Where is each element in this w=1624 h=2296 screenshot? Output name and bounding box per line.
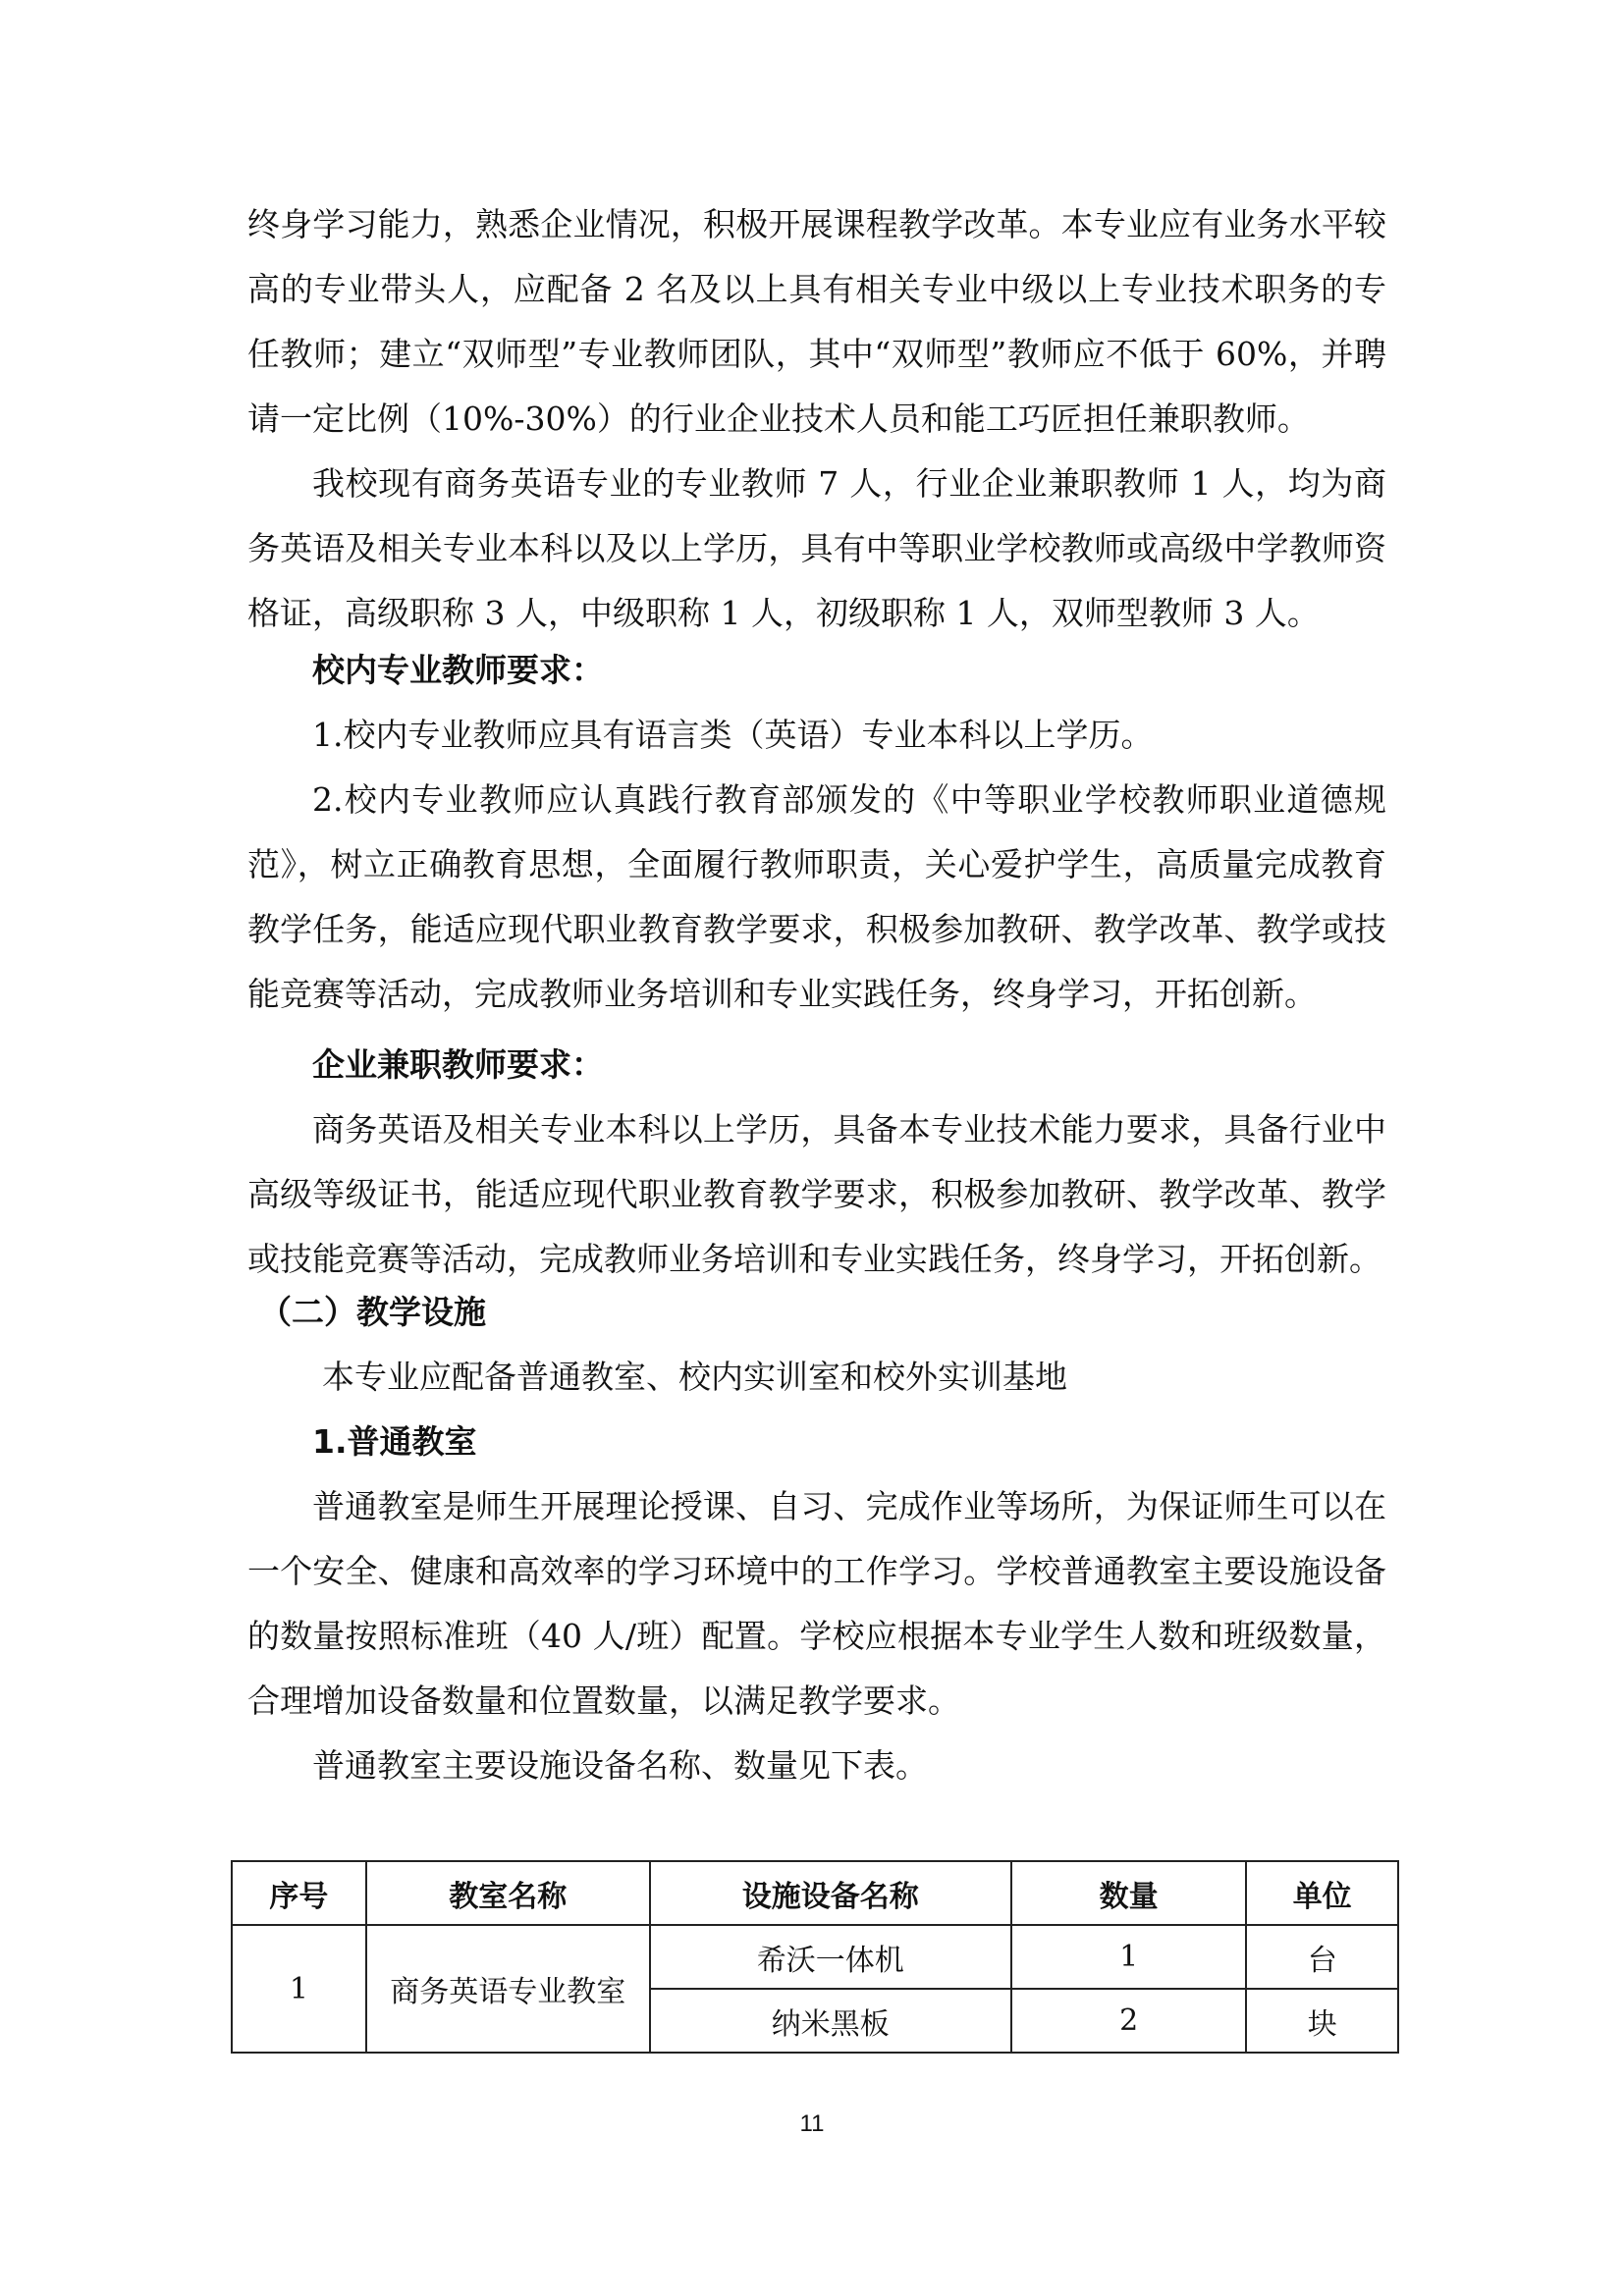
header-quantity: 数量 xyxy=(1011,1861,1247,1925)
header-classroom-name: 教室名称 xyxy=(366,1861,650,1925)
table-header-row xyxy=(232,1861,1398,1925)
paragraph-enterprise-requirements: 商务英语及相关专业本科以上学历，具备本专业技术能力要求，具备行业中高级等级证书，能适应现代职业教育教学要求，积极参加教研、教学改革、教学或技能竞赛等活动，完成教师业务培训和专业实践任务，终身学习，开拓创新。 xyxy=(247,1110,1386,1278)
paragraph-facilities-intro: 本专业应配备普通教室、校内实训室和校外实训基地 xyxy=(322,1358,1067,1396)
requirement-2: 2.校内专业教师应认真践行教育部颁发的《中等职业学校教师职业道德规范》，树立正确教育思想，全面履行教师职责，关心爱护学生，高质量完成教育教学任务，能适应现代职业教育教学要求，积极参加教研、教学改革、教学或技能竞赛等活动，完成教师业务培训和专业实践任务，终身学习，开拓创新。 xyxy=(247,780,1386,1013)
cell-unit: 台 xyxy=(1246,1925,1398,1989)
cell-classroom-name: 商务英语专业教室 xyxy=(366,1925,650,2053)
heading-enterprise-teacher-requirements: 企业兼职教师要求： xyxy=(312,1045,604,1084)
header-unit: 单位 xyxy=(1246,1861,1398,1925)
header-index: 序号 xyxy=(232,1861,366,1925)
cell-quantity: 1 xyxy=(1011,1925,1247,1989)
classroom-facilities-table xyxy=(231,1860,1399,2054)
header-equipment-name: 设施设备名称 xyxy=(650,1861,1011,1925)
cell-equipment-name: 纳米黑板 xyxy=(650,1989,1011,2053)
paragraph-current-staff: 我校现有商务英语专业的专业教师 7 人，行业企业兼职教师 1 人，均为商务英语及相关专业本科以及以上学历，具有中等职业学校教师或高级中学教师资格证，高级职称 3 人，中级职称 1 人，初级职称 1 人，双师型教师 3 人。 xyxy=(247,464,1386,632)
requirement-1: 1.校内专业教师应具有语言类（英语）专业本科以上学历。 xyxy=(312,716,1154,754)
cell-equipment-name: 希沃一体机 xyxy=(650,1925,1011,1989)
cell-unit: 块 xyxy=(1246,1989,1398,2053)
cell-index: 1 xyxy=(232,1925,366,2053)
page-number: 11 xyxy=(799,2110,825,2137)
heading-school-teacher-requirements: 校内专业教师要求： xyxy=(312,651,604,689)
table-row xyxy=(232,1925,1398,1989)
paragraph-teacher-team: 终身学习能力，熟悉企业情况，积极开展课程教学改革。本专业应有业务水平较高的专业带头人，应配备 2 名及以上具有相关专业中级以上专业技术职务的专任教师；建立“双师型”专业教师团队，其中“双师型”教师应不低于 60%，并聘请一定比例（10%-30%）的行业企业技术人员和能工巧匠担任兼职教师。 xyxy=(247,205,1386,438)
heading-ordinary-classroom: 1.普通教室 xyxy=(312,1422,477,1461)
paragraph-table-intro: 普通教室主要设施设备名称、数量见下表。 xyxy=(312,1746,928,1785)
paragraph-ordinary-classroom: 普通教室是师生开展理论授课、自习、完成作业等场所，为保证师生可以在一个安全、健康和高效率的学习环境中的工作学习。学校普通教室主要设施设备的数量按照标准班（40 人/班）配置。学校应根据本专业学生人数和班级数量，合理增加设备数量和位置数量，以满足教学要求。 xyxy=(247,1487,1386,1720)
heading-teaching-facilities: （二）教学设施 xyxy=(259,1293,486,1331)
cell-quantity: 2 xyxy=(1011,1989,1247,2053)
